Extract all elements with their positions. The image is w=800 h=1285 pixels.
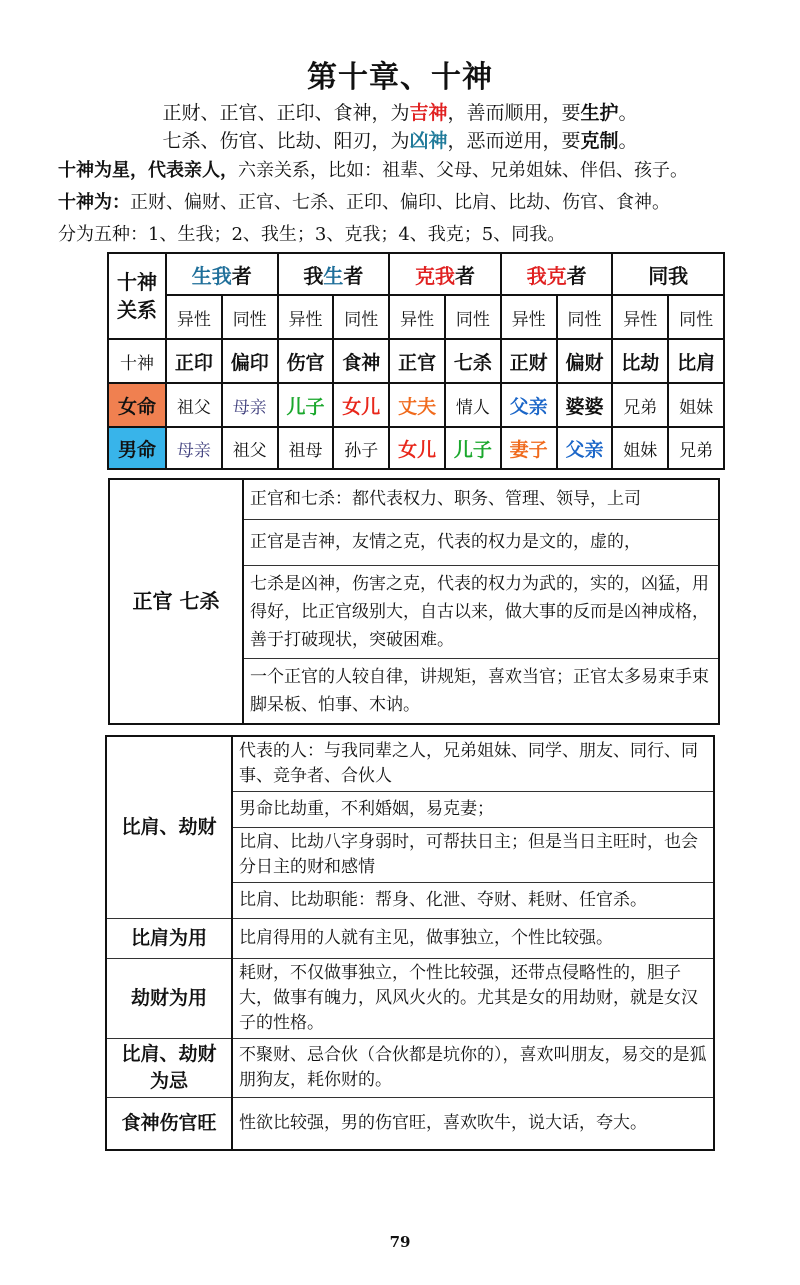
relative-cell: 祖母 [278, 427, 334, 469]
relative-cell: 婆婆 [557, 383, 613, 427]
relative-cell: 母亲 [166, 427, 222, 469]
female-row [108, 383, 724, 427]
highlight-xiong-shen: 凶神 [409, 130, 448, 152]
intro-text: 七杀、伤官、比劫、阳刃，为 [162, 130, 410, 152]
paragraph-1 [58, 156, 688, 182]
shen-cell: 正印 [166, 339, 222, 383]
group-header-wo-ke: 我克者 [501, 253, 613, 295]
sex-cell: 异性 [278, 295, 334, 339]
shen-cell: 偏财 [557, 339, 613, 383]
shen-cell: 七杀 [445, 339, 501, 383]
sex-cell: 同性 [557, 295, 613, 339]
paragraph-3: 分为五种：1、生我；2、我生；3、克我；4、我克；5、同我。 [58, 224, 566, 245]
page-number: 79 [389, 1233, 411, 1251]
bi-jie-ji-row: 不聚财、忌合伙（合伙都是坑你的），喜欢叫朋友，易交的是狐朋狗友，耗你财的。 [232, 1039, 714, 1098]
relative-cell: 女儿 [333, 383, 389, 427]
relative-cell: 兄弟 [668, 427, 724, 469]
row-label-shi-shen: 十神 [108, 339, 166, 383]
group-header-sheng-wo: 生我者 [166, 253, 278, 295]
paragraph-bold: 十神为： [58, 192, 130, 213]
relative-cell: 情人 [445, 383, 501, 427]
paragraph-bold: 十神为星，代表亲人， [58, 160, 238, 181]
relative-cell: 父亲 [501, 383, 557, 427]
sex-cell: 同性 [445, 295, 501, 339]
relative-cell: 女儿 [389, 427, 445, 469]
bi-jie-row: 比肩、比劫职能：帮身、化泄、夺财、耗财、任官杀。 [232, 883, 714, 919]
sex-cell: 同性 [668, 295, 724, 339]
section-label-bi-jie-ji: 比肩、劫财为忌 [106, 1039, 232, 1098]
row-label-female: 女命 [108, 383, 166, 427]
shen-cell: 食神 [333, 339, 389, 383]
sex-cell: 同性 [222, 295, 278, 339]
sex-cell: 异性 [501, 295, 557, 339]
bi-jie-row: 代表的人：与我同辈之人，兄弟姐妹、同学、朋友、同行、同事、竞争者、合伙人 [232, 736, 714, 792]
relative-cell: 丈夫 [389, 383, 445, 427]
bi-jie-row: 男命比劫重，不利婚姻，易克妻； [232, 792, 714, 828]
section-label-guan-sha: 正官 七杀 [109, 479, 243, 724]
section-label-jie-cai-yong: 劫财为用 [106, 959, 232, 1039]
guan-sha-table [108, 478, 720, 725]
row-label-male: 男命 [108, 427, 166, 469]
relative-cell: 儿子 [278, 383, 334, 427]
guan-sha-row: 正官是吉神，友情之克，代表的权力是文的，虚的， [243, 519, 719, 565]
guan-sha-row: 正官和七杀：都代表权力、职务、管理、领导，上司 [243, 479, 719, 519]
intro-line-2 [0, 126, 800, 153]
shen-cell: 正财 [501, 339, 557, 383]
relative-cell: 姐妹 [612, 427, 668, 469]
highlight-sheng-hu: 生护 [580, 102, 619, 124]
intro-text: 正财、正官、正印、食神，为 [162, 102, 410, 124]
section-label-bi-jian-yong: 比肩为用 [106, 919, 232, 959]
ten-gods-relation-table [107, 252, 725, 470]
intro-text: 。 [618, 130, 638, 152]
paragraph-text: 六亲关系，比如：祖辈、父母、兄弟姐妹、伴侣、孩子。 [238, 160, 688, 181]
intro-line-1 [0, 98, 800, 125]
relative-cell: 父亲 [557, 427, 613, 469]
section-label-shi-shang-wang: 食神伤官旺 [106, 1098, 232, 1150]
highlight-ke-zhi: 克制 [580, 130, 619, 152]
relative-cell: 儿子 [445, 427, 501, 469]
shen-cell: 偏印 [222, 339, 278, 383]
bi-jie-table [105, 735, 715, 1151]
shen-cell: 正官 [389, 339, 445, 383]
relative-cell: 妻子 [501, 427, 557, 469]
relative-cell: 母亲 [222, 383, 278, 427]
shi-shang-wang-row: 性欲比较强，男的伤官旺，喜欢吹牛，说大话，夸大。 [232, 1098, 714, 1150]
guan-sha-row: 一个正官的人较自律，讲规矩，喜欢当官；正官太多易束手束脚呆板、怕事、木讷。 [243, 658, 719, 724]
group-header-ke-wo: 克我者 [389, 253, 501, 295]
shen-cell: 比劫 [612, 339, 668, 383]
corner-cell: 十神关系 [108, 253, 166, 339]
shen-cell: 伤官 [278, 339, 334, 383]
page-title: 第十章、十神 [307, 60, 493, 95]
sex-cell: 异性 [389, 295, 445, 339]
group-header-tong-wo: 同我 [612, 253, 724, 295]
intro-text: ，恶而逆用，要 [447, 130, 581, 152]
highlight-ji-shen: 吉神 [409, 102, 448, 124]
jie-cai-yong-row: 耗财，不仅做事独立，个性比较强，还带点侵略性的，胆子大，做事有魄力，风风火火的。尤其是女的用劫财，就是女汉子的性格。 [232, 959, 714, 1039]
sex-row [108, 295, 724, 339]
relative-cell: 祖父 [222, 427, 278, 469]
paragraph-text: 正财、偏财、正官、七杀、正印、偏印、比肩、比劫、伤官、食神。 [130, 192, 670, 213]
male-row [108, 427, 724, 469]
intro-text: ，善而顺用，要 [447, 102, 581, 124]
sex-cell: 同性 [333, 295, 389, 339]
relative-cell: 兄弟 [612, 383, 668, 427]
relative-cell: 祖父 [166, 383, 222, 427]
group-header-wo-sheng: 我生者 [278, 253, 390, 295]
bi-jian-yong-row: 比肩得用的人就有主见，做事独立，个性比较强。 [232, 919, 714, 959]
guan-sha-row: 七杀是凶神，伤害之克，代表的权力为武的，实的，凶猛，用得好，比正官级别大，自古以来，做大事的反而是凶神成格，善于打破现状，突破困难。 [243, 565, 719, 658]
relative-cell: 孙子 [333, 427, 389, 469]
intro-text: 。 [618, 102, 638, 124]
sex-cell: 异性 [166, 295, 222, 339]
bi-jie-row: 比肩、比劫八字身弱时，可帮扶日主；但是当日主旺时，也会分日主的财和感情 [232, 828, 714, 883]
shen-cell: 比肩 [668, 339, 724, 383]
section-label-bi-jie: 比肩、劫财 [106, 736, 232, 919]
paragraph-2 [58, 188, 670, 214]
shen-row [108, 339, 724, 383]
relative-cell: 姐妹 [668, 383, 724, 427]
sex-cell: 异性 [612, 295, 668, 339]
